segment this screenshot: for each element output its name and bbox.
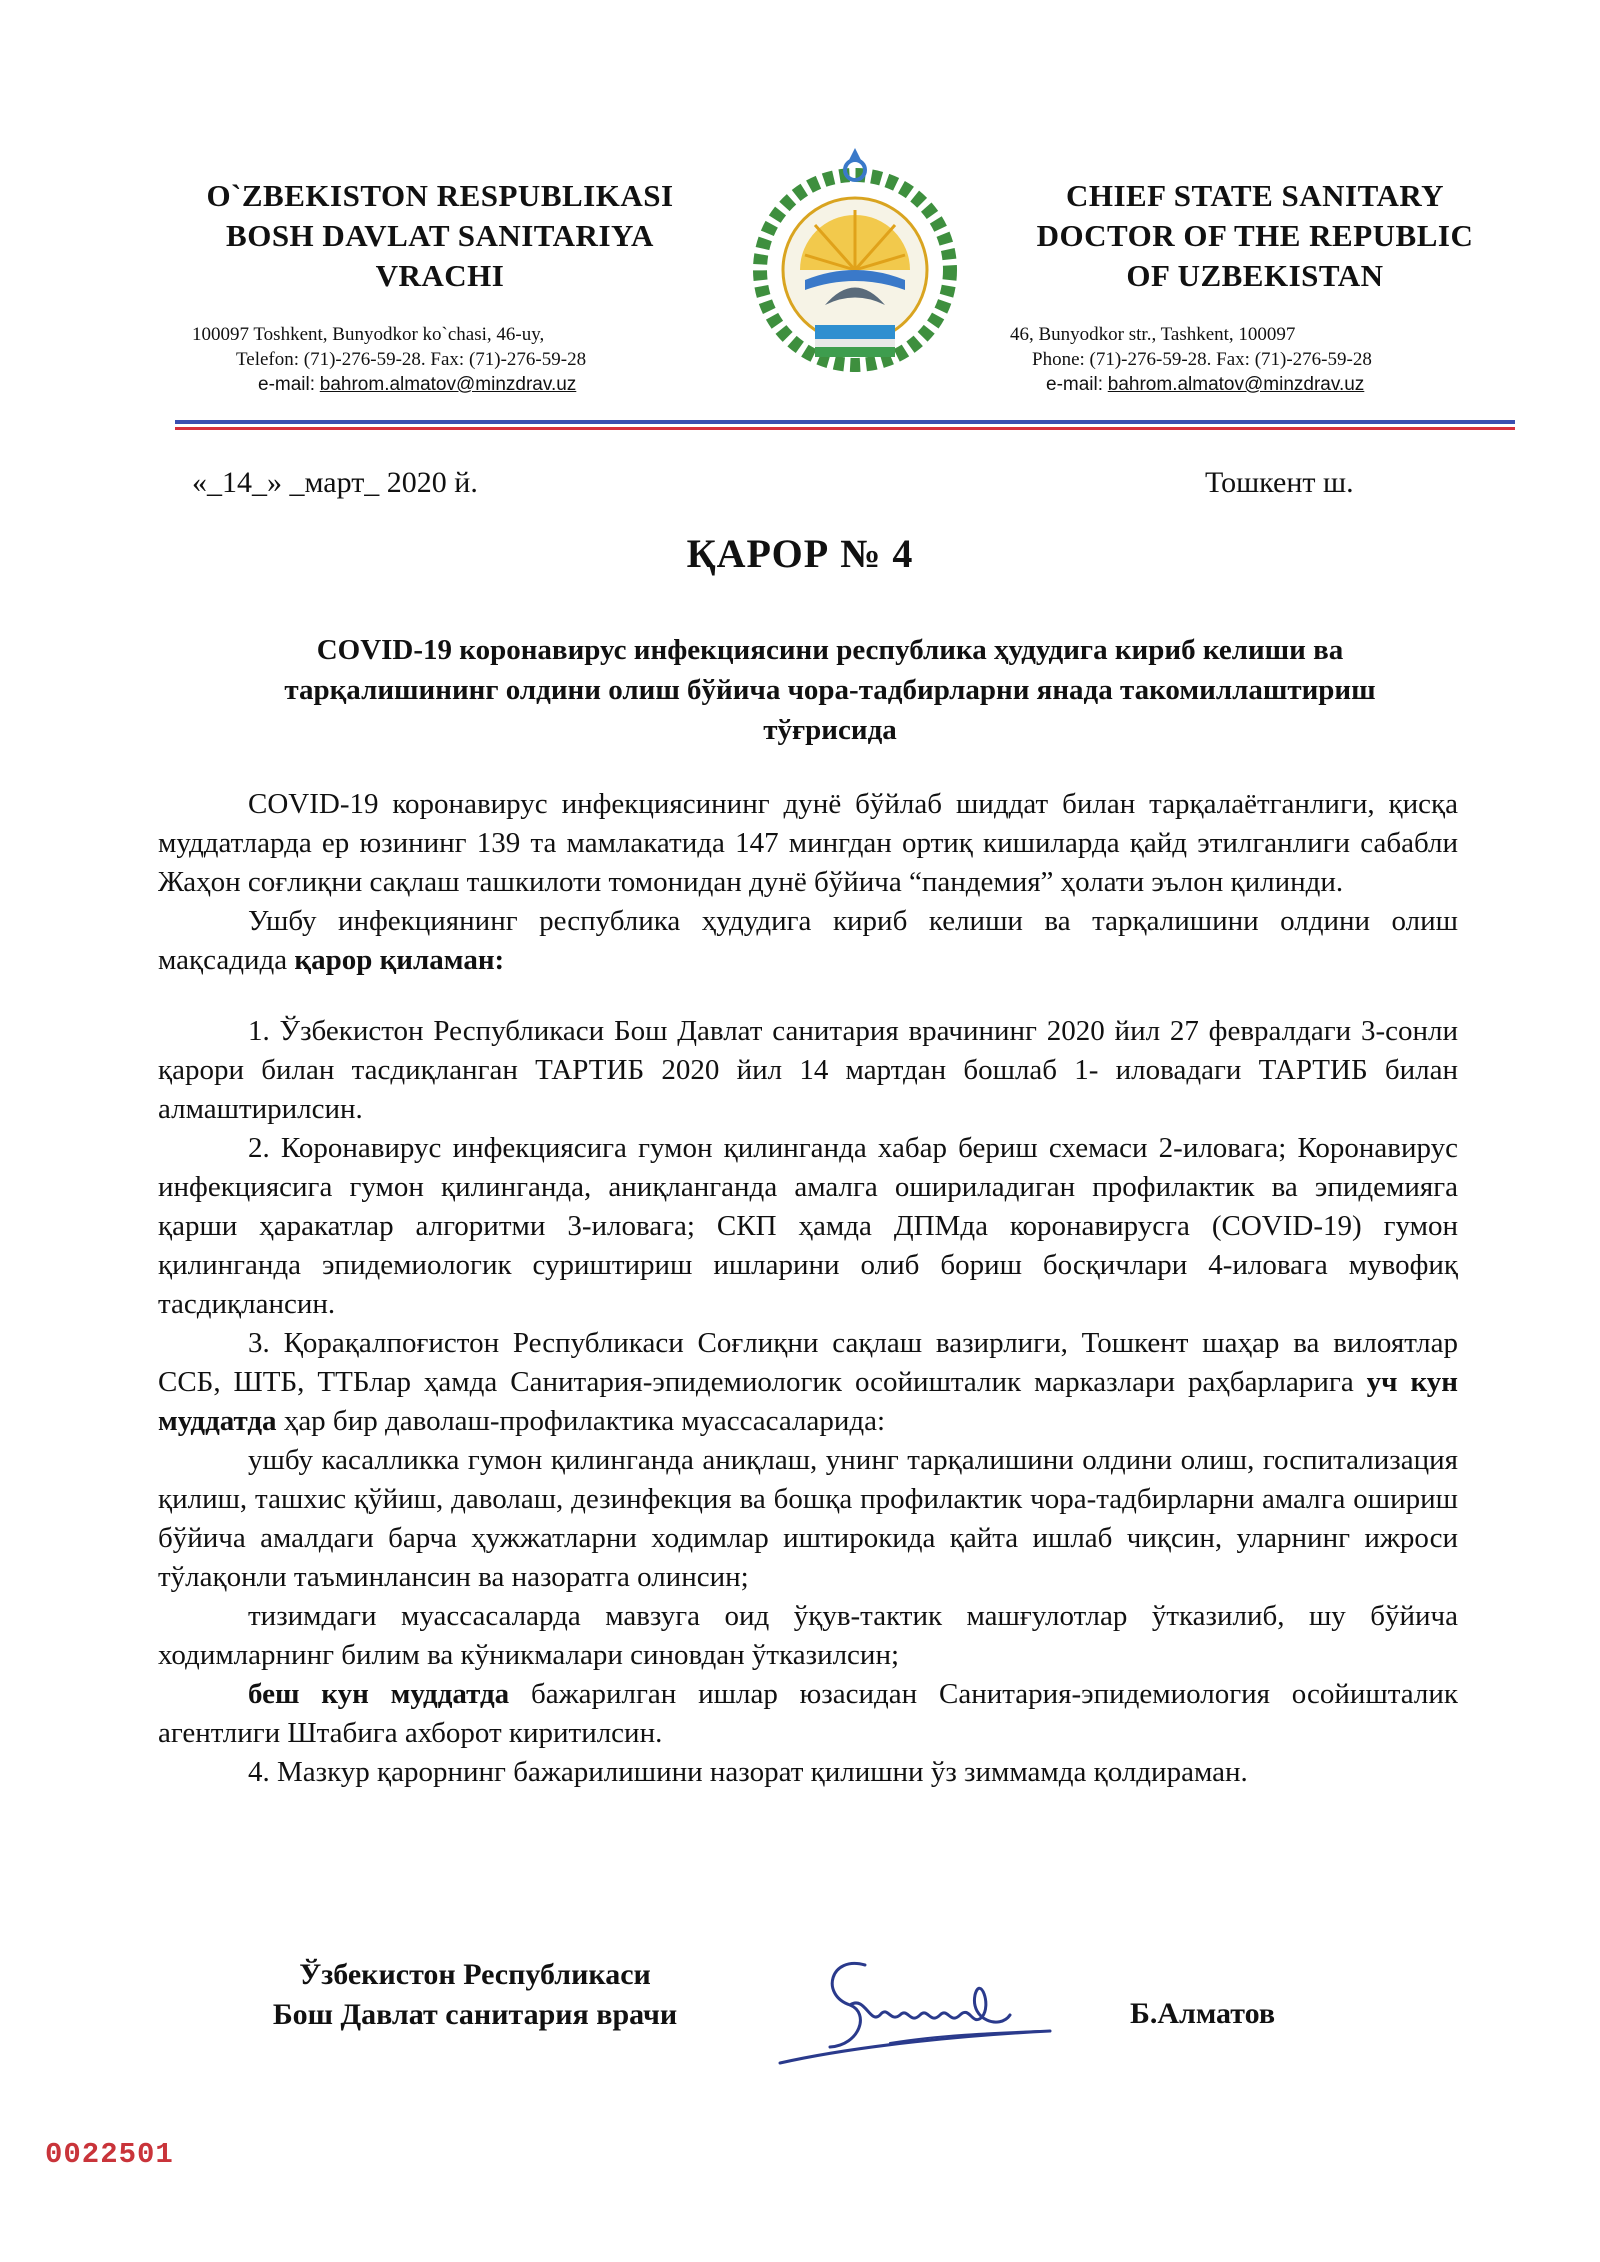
item-3-text-a: 3. Қорақалпоғистон Республикаси Соғлиқни сақлаш вазирлиги, Тошкент шаҳар ва вилоятлар ССБ, ШТБ, ТТБлар ҳамда Санитария-эпидемиологик осойишталик марказлари раҳбарларига [158, 1327, 1458, 1398]
decree-city: Тошкент ш. [1205, 466, 1354, 499]
header-right-email-link[interactable]: bahrom.almatov@minzdrav.uz [1107, 374, 1365, 395]
header-divider-blue [175, 420, 1515, 424]
item-3-sub-1: ушбу касалликка гумон қилинганда аниқлаш, унинг тарқалишини олдини олиш, госпитализация қилиш, ташхис қўйиш, даволаш, дезинфекция ва бошқа профилактик чора-тадбирларни амалга ошириш бўйича амалдаги барча ҳужжатларни ходимлар иштирокида қайта ишлаб чиқсин, уларнинг ижроси тўлақонли таъминлансин ва назоратга олинсин; [158, 1444, 1458, 1593]
item-3-bold: уч кун муддатда [158, 1366, 1458, 1437]
decree-title: ҚАРОР № 4 [686, 531, 914, 576]
decree-subject: COVID-19 коронавирус инфекциясини республика ҳудудига кириб келиши ва тарқалишининг олдини олиш бўйича чора-тадбирларни янада такомиллаштириш тўғрисида [284, 634, 1376, 746]
paragraph-resolve [158, 902, 1458, 980]
state-emblem-icon [745, 140, 965, 380]
item-3-sub-3 [158, 1675, 1458, 1753]
header-left-address: 100097 Toshkent, Bunyodkor ko`chasi, 46-uy, [192, 324, 545, 345]
signer-name: Б.Алматов [1130, 1997, 1276, 2030]
signer-position [235, 1955, 715, 2035]
header-left-title [170, 176, 710, 296]
item-4: 4. Мазкур қарорнинг бажарилишини назорат қилишни ўз зиммамда қолдираман. [248, 1756, 1248, 1788]
header-right-email-line [1010, 372, 1530, 397]
item-2: 2. Коронавирус инфекциясига гумон қилинганда хабар бериш схемаси 2-иловага; Коронавирус инфекциясига гумон қилинганда, аниқланганда амалга ошириладиган профилактик ва эпидемияга қарши ҳаракатлар алгоритми 3-иловага; СКП ҳамда ДПМда коронавирусга (COVID-19) гумон қилинганда эпидемиологик суриштириш ишларини олиб бориш босқичлари 4-иловага мувофиқ тасдиқлансин. [158, 1132, 1458, 1320]
header-right-line-3: OF UZBEKISTAN [1126, 258, 1384, 293]
paragraph-resolve-text: Ушбу инфекциянинг республика ҳудудига кириб келиши ва тарқалишини олдини олиш мақсадида [158, 905, 1458, 976]
header-left-email-label: e-mail: [258, 374, 316, 395]
header-left-email-line [170, 372, 710, 397]
item-3-text-b: ҳар бир даволаш-профилактика муассасаларида: [276, 1405, 886, 1437]
header-right-line-2: DOCTOR OF THE REPUBLIC [1036, 218, 1474, 253]
signer-position-line-1: Ўзбекистон Республикаси [299, 1958, 651, 1991]
header-left-email-link[interactable]: bahrom.almatov@minzdrav.uz [319, 374, 577, 395]
item-3-sub-2: тизимдаги муассасаларда мавзуга оид ўқув-тактик машғулотлар ўтказилиб, шу бўйича ходимларнинг билим ва кўникмалари синовдан ўтказилсин; [158, 1600, 1458, 1671]
header-divider-red [175, 427, 1515, 430]
decree-date: «_14_» _март_ 2020 й. [192, 466, 478, 499]
header-right-phone: Phone: (71)-276-59-28. Fax: (71)-276-59-28 [1032, 349, 1372, 370]
header-left-line-1: O`ZBEKISTON RESPUBLIKASI [206, 178, 674, 213]
decree-body [158, 785, 1458, 1792]
header-right-line-1: CHIEF STATE SANITARY [1065, 178, 1445, 213]
header-left-phone: Telefon: (71)-276-59-28. Fax: (71)-276-59-28 [236, 349, 587, 370]
item-3 [158, 1324, 1458, 1441]
header-left-contacts [170, 322, 710, 397]
item-3-sub-3-text: бажарилган ишлар юзасидан Санитария-эпидемиология осойишталик агентлиги Штабига ахборот киритилсин. [158, 1678, 1458, 1749]
header-right-title [995, 176, 1515, 296]
handwritten-signature-icon [770, 1935, 1080, 2075]
paragraph-resolve-bold: қарор қиламан: [294, 944, 505, 976]
header-right-address: 46, Bunyodkor str., Tashkent, 100097 [1010, 324, 1296, 345]
header-right-email-label: e-mail: [1046, 374, 1104, 395]
item-3-sub-3-bold: беш кун муддатда [248, 1678, 510, 1710]
header-left-line-2: BOSH DAVLAT SANITARIYA [226, 218, 654, 253]
document-serial-number: 0022501 [45, 2138, 174, 2171]
item-1: 1. Ўзбекистон Республикаси Бош Давлат санитария врачининг 2020 йил 27 февралдаги 3-сонли қарори билан тасдиқланган ТАРТИБ 2020 йил 14 мартдан бошлаб 1- иловадаги ТАРТИБ билан алмаштирилсин. [158, 1015, 1458, 1125]
header-left-line-3: VRACHI [375, 258, 505, 293]
header-right-contacts [1010, 322, 1530, 397]
paragraph-preamble: COVID-19 коронавирус инфекциясининг дунё бўйлаб шиддат билан тарқалаётганлиги, қисқа муддатларда ер юзининг 139 та мамлакатида 147 мингдан ортиқ кишиларда қайд этилганлиги сабабли Жаҳон соғлиқни сақлаш ташкилоти томонидан дунё бўйича “пандемия” ҳолати эълон қилинди. [158, 788, 1458, 898]
signer-position-line-2: Бош Давлат санитария врачи [272, 1998, 678, 2031]
